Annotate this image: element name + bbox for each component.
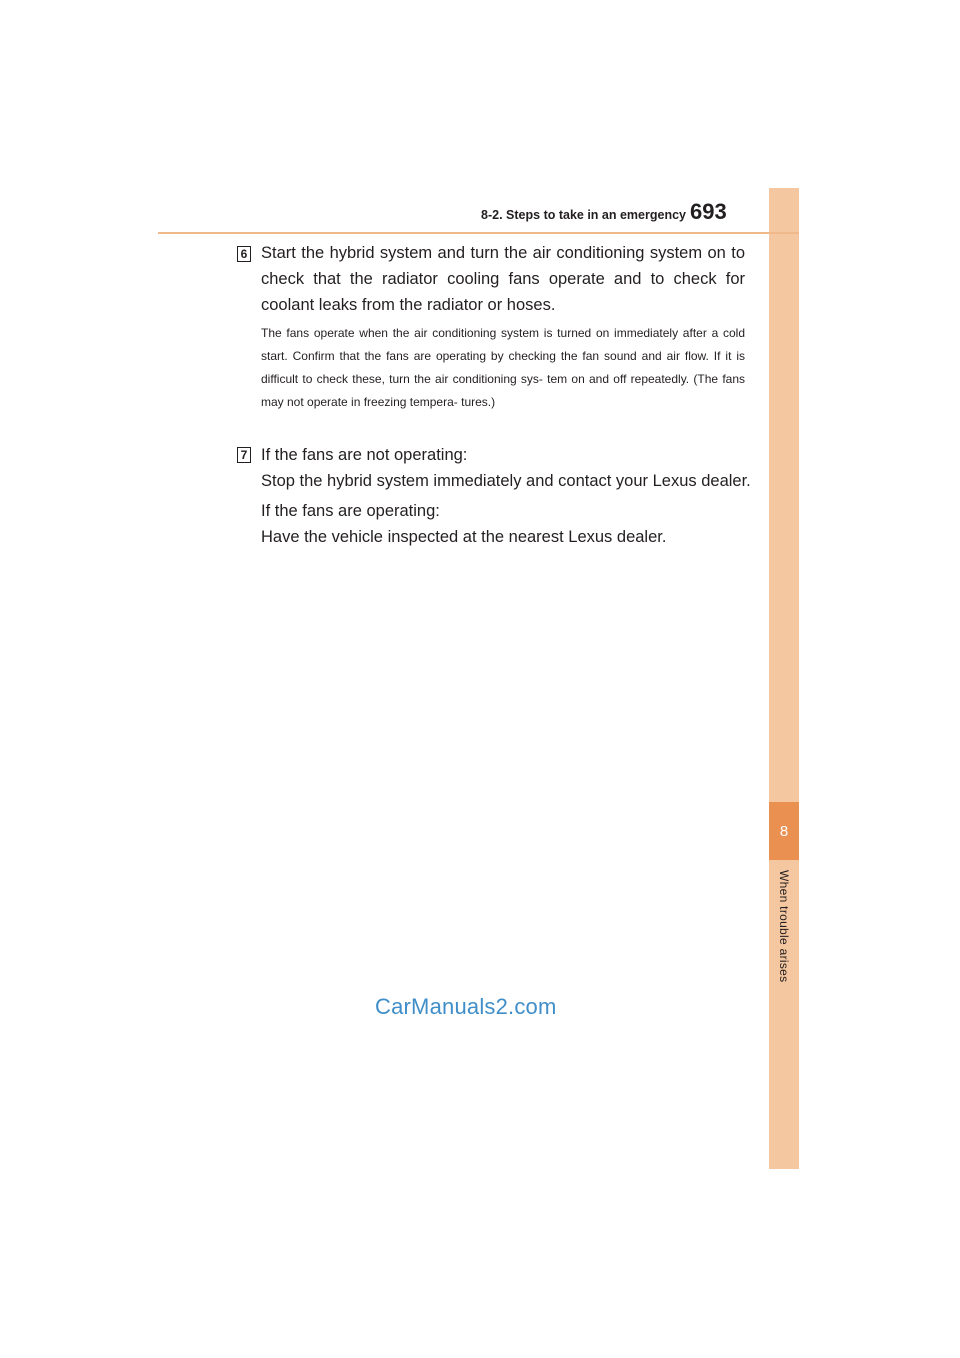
chapter-side-tab [769,188,799,1169]
chapter-number-badge [769,802,799,860]
page-number: 693 [690,199,727,224]
step-number: 7 [240,448,248,462]
chapter-title: When trouble arises [777,870,791,983]
case-condition: If the fans are operating: [261,502,440,520]
step-6-badge [237,246,251,262]
step-7-case-operating [261,498,745,550]
header-divider [158,232,799,234]
section-title: 8-2. Steps to take in an emergency [481,208,686,222]
step-7-case-not-operating [261,442,751,494]
step-6-note: The fans operate when the air conditioning system is turned on immediately after a cold start. Confirm that the fans are operating by checking the fan sound and air flow. If it is difficult to check these, turn the air conditioning sys- tem on and off repeatedly. (The fans may not operate in freezing tempera- tures.) [261,326,745,409]
step-number: 6 [240,247,248,261]
step-7-badge [237,447,251,463]
case-action: Have the vehicle inspected at the nearest Lexus dealer. [261,528,667,546]
chapter-number: 8 [779,822,789,840]
case-condition: If the fans are not operating: [261,446,468,464]
watermark: CarManuals2.com [375,994,557,1019]
case-action: Stop the hybrid system immediately and contact your Lexus dealer. [261,472,751,490]
step-6-instruction: Start the hybrid system and turn the air conditioning system on to check that the radiator cooling fans operate and to check for coolant leaks from the radiator or hoses. [261,244,745,314]
